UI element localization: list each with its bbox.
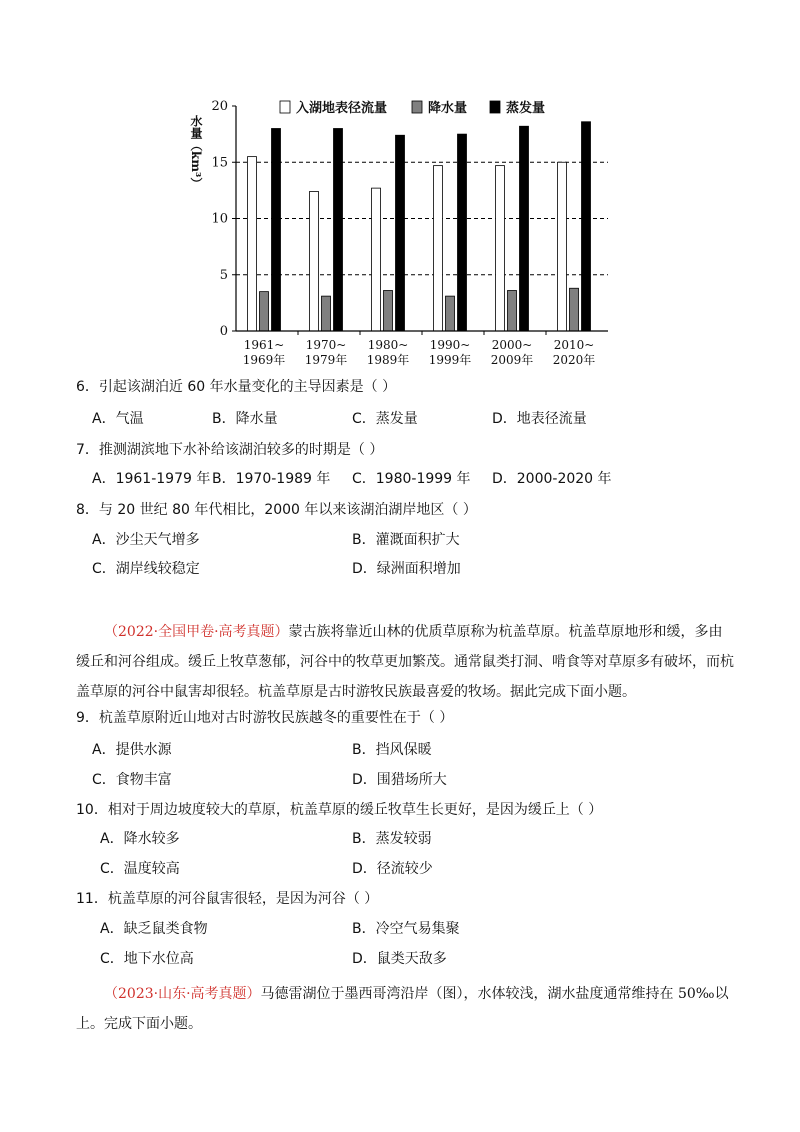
x-tick-label: 1961~: [243, 338, 285, 352]
bar: [396, 135, 405, 331]
x-tick-label: 1970~: [305, 338, 347, 352]
x-tick-label: 1989年: [366, 353, 410, 367]
chart-axes: [211, 99, 608, 367]
legend-label: 降水量: [428, 101, 468, 116]
x-tick-label: 1979年: [304, 353, 348, 367]
bar: [570, 288, 579, 331]
option-c[interactable]: C．温度较高: [100, 861, 180, 877]
option-a[interactable]: A．降水较多: [100, 831, 180, 847]
chart-legend: [280, 100, 545, 116]
passage-text: 马德雷湖位于墨西哥湾沿岸（图），水体较浅，湖水盐度通常维持在 50‰以上。完成下面小题。: [76, 986, 729, 1032]
bar: [384, 291, 393, 332]
bar: [520, 126, 529, 331]
bar: [582, 122, 591, 331]
option-a[interactable]: A．气温: [92, 411, 144, 427]
bar: [322, 296, 331, 331]
option-d[interactable]: D．绿洲面积增加: [352, 561, 461, 577]
option-a[interactable]: A．沙尘天气增多: [92, 532, 200, 548]
bar: [446, 296, 455, 331]
water-volume-bar-chart: [180, 95, 620, 370]
option-b[interactable]: B．1970-1989 年: [212, 471, 331, 487]
x-tick-label: 2009年: [490, 353, 534, 367]
y-tick-label: 10: [211, 211, 228, 227]
option-b[interactable]: B．冷空气易集聚: [352, 921, 460, 937]
y-axis-label: 水量（km³）: [189, 115, 203, 190]
chart-bars: [248, 122, 591, 331]
bar: [496, 166, 505, 331]
bar: [372, 188, 381, 331]
legend-swatch: [280, 101, 290, 113]
chart-grid: [236, 162, 608, 275]
question-stem: 9．杭盖草原附近山地对古时游牧民族越冬的重要性在于（ ）: [76, 710, 454, 726]
option-d[interactable]: D．地表径流量: [492, 411, 587, 427]
bar: [272, 129, 281, 332]
passage-source: （2023·山东·高考真题）: [104, 986, 261, 1002]
question-stem: 6．引起该湖泊近 60 年水量变化的主导因素是（ ）: [76, 379, 397, 395]
option-a[interactable]: A．缺乏鼠类食物: [100, 921, 208, 937]
bar: [508, 291, 517, 332]
x-tick-label: 1990~: [429, 338, 471, 352]
x-tick-label: 2020年: [552, 353, 596, 367]
bar: [334, 129, 343, 332]
legend-label: 蒸发量: [506, 101, 546, 116]
y-tick-label: 20: [211, 99, 228, 114]
legend-label: 入湖地表径流量: [296, 101, 388, 116]
y-tick-label: 0: [219, 324, 228, 339]
option-c[interactable]: C．地下水位高: [100, 951, 194, 967]
question-stem: 11．杭盖草原的河谷鼠害很轻，是因为河谷（ ）: [76, 891, 379, 907]
option-a[interactable]: A．1961-1979 年: [92, 471, 211, 487]
option-b[interactable]: B．降水量: [212, 411, 278, 427]
option-c[interactable]: C．湖岸线较稳定: [92, 561, 200, 577]
y-tick-label: 15: [211, 155, 228, 171]
y-tick-label: 5: [219, 267, 228, 283]
option-d[interactable]: D．鼠类天敌多: [352, 951, 447, 967]
passage-hanggai: [76, 617, 736, 707]
legend-swatch: [412, 101, 422, 113]
option-d[interactable]: D．围猎场所大: [352, 772, 447, 788]
question-stem: 7．推测湖滨地下水补给该湖泊较多的时期是（ ）: [76, 442, 384, 458]
option-a[interactable]: A．提供水源: [92, 742, 172, 758]
option-d[interactable]: D．2000-2020 年: [492, 471, 612, 487]
question-stem: 8．与 20 世纪 80 年代相比，2000 年以来该湖泊湖岸地区（ ）: [76, 502, 477, 518]
option-c[interactable]: C．食物丰富: [92, 772, 172, 788]
option-b[interactable]: B．灌溉面积扩大: [352, 532, 460, 548]
x-tick-label: 2000~: [491, 338, 533, 352]
bar: [558, 162, 567, 331]
x-tick-label: 2010~: [553, 338, 595, 352]
passage-madre-lagoon: [76, 979, 736, 1039]
x-tick-label: 1999年: [428, 353, 472, 367]
x-tick-label: 1980~: [367, 338, 409, 352]
x-tick-label: 1969年: [242, 353, 286, 367]
bar: [310, 192, 319, 332]
passage-source: （2022·全国甲卷·高考真题）: [104, 624, 289, 640]
bar: [458, 134, 467, 331]
option-c[interactable]: C．1980-1999 年: [352, 471, 471, 487]
option-c[interactable]: C．蒸发量: [352, 411, 418, 427]
passage-text: 蒙古族将靠近山林的优质草原称为杭盖草原。杭盖草原地形和缓，多由缓丘和河谷组成。缓丘上牧草葱郁，河谷中的牧草更加繁茂。通常鼠类打洞、啃食等对草原多有破坏，而杭盖草原的河谷中鼠害却很轻。杭盖草原是古时游牧民族最喜爱的牧场。据此完成下面小题。: [76, 624, 734, 700]
bar: [260, 292, 269, 331]
question-stem: 10．相对于周边坡度较大的草原，杭盖草原的缓丘牧草生长更好，是因为缓丘上（ ）: [76, 802, 603, 818]
option-b[interactable]: B．挡风保暖: [352, 742, 432, 758]
legend-swatch: [490, 101, 500, 113]
option-b[interactable]: B．蒸发较弱: [352, 831, 432, 847]
bar: [248, 157, 257, 331]
bar: [434, 166, 443, 331]
option-d[interactable]: D．径流较少: [352, 861, 433, 877]
